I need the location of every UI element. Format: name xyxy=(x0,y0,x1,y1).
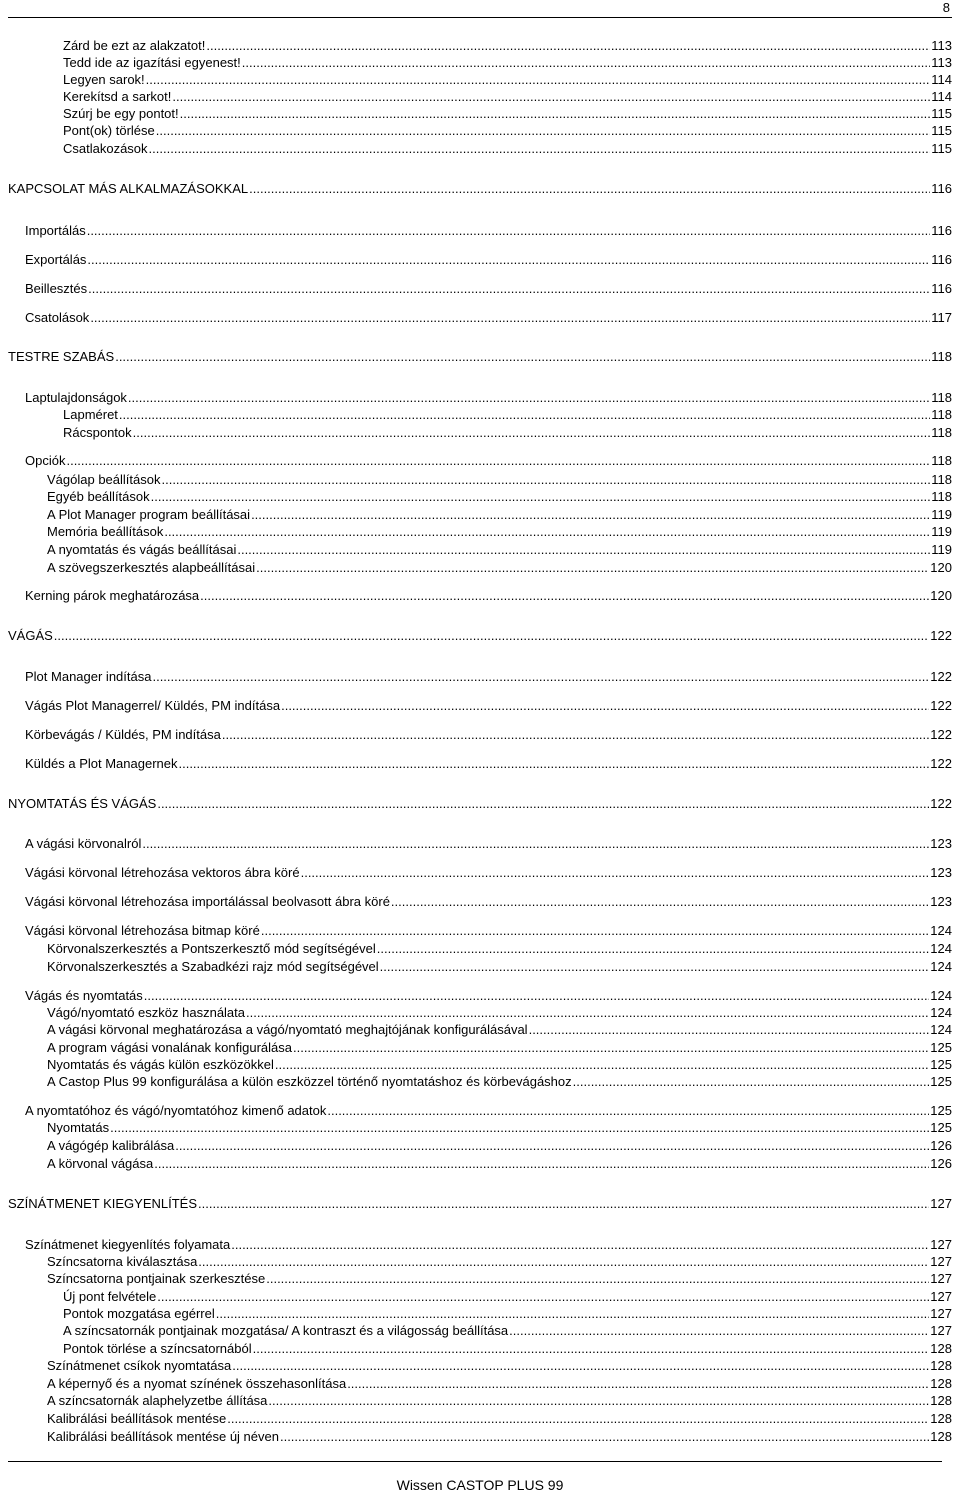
toc-dot-leader xyxy=(149,140,931,157)
toc-entry-page-number: 128 xyxy=(930,1411,952,1426)
toc-entry-title: Zárd be ezt az alakzatot! xyxy=(63,38,206,53)
toc-dot-leader xyxy=(232,1357,929,1374)
toc-entry[interactable] xyxy=(47,1021,952,1038)
toc-entry-page-number: 128 xyxy=(930,1358,952,1373)
toc-dot-leader xyxy=(237,541,930,558)
toc-dot-leader xyxy=(266,1270,929,1287)
toc-dot-leader xyxy=(154,1155,929,1172)
toc-entry-title: Pontok mozgatása egérrel xyxy=(63,1306,215,1321)
toc-entry[interactable] xyxy=(63,406,952,423)
toc-entry[interactable] xyxy=(63,424,952,441)
toc-entry-page-number: 125 xyxy=(930,1103,952,1118)
toc-dot-leader xyxy=(142,835,929,852)
toc-dot-leader xyxy=(152,668,929,685)
toc-dot-leader xyxy=(88,280,930,297)
toc-entry-page-number: 123 xyxy=(930,836,952,851)
toc-entry[interactable] xyxy=(8,1195,952,1212)
toc-dot-leader xyxy=(157,1288,929,1305)
toc-entry[interactable] xyxy=(25,309,952,326)
toc-entry-title: A nyomtatóhoz és vágó/nyomtatóhoz kimenő adatok xyxy=(25,1103,327,1118)
toc-entry-page-number: 124 xyxy=(930,923,952,938)
toc-entry[interactable] xyxy=(25,389,952,406)
toc-entry[interactable] xyxy=(47,1392,952,1409)
toc-entry[interactable] xyxy=(47,541,952,558)
toc-dot-leader xyxy=(178,755,929,772)
toc-entry-page-number: 120 xyxy=(930,560,952,575)
toc-dot-leader xyxy=(509,1322,929,1339)
toc-entry-page-number: 127 xyxy=(930,1289,952,1304)
toc-dot-leader xyxy=(347,1375,929,1392)
toc-entry-title: SZÍNÁTMENET KIEGYENLÍTÉS xyxy=(8,1196,198,1211)
toc-entry-title: Exportálás xyxy=(25,252,87,267)
toc-entry-title: TESTRE SZABÁS xyxy=(8,349,115,364)
toc-entry-page-number: 128 xyxy=(930,1393,952,1408)
toc-entry[interactable] xyxy=(47,471,952,488)
toc-entry-page-number: 116 xyxy=(931,281,952,296)
toc-entry[interactable] xyxy=(47,1375,952,1392)
toc-dot-leader xyxy=(573,1073,930,1090)
toc-entry-page-number: 124 xyxy=(930,1005,952,1020)
toc-dot-leader xyxy=(128,389,930,406)
toc-entry[interactable] xyxy=(25,222,952,239)
toc-entry[interactable] xyxy=(25,697,952,714)
toc-dot-leader xyxy=(156,122,931,139)
toc-entry-page-number: 124 xyxy=(930,959,952,974)
toc-dot-leader xyxy=(391,893,929,910)
toc-entry-page-number: 118 xyxy=(931,425,952,440)
toc-dot-leader xyxy=(164,523,930,540)
toc-dot-leader xyxy=(151,488,931,505)
toc-entry[interactable] xyxy=(25,1102,952,1119)
toc-dot-leader xyxy=(66,452,930,469)
toc-entry-title: Színátmenet csíkok nyomtatása xyxy=(47,1358,232,1373)
toc-entry-title: Kerekítsd a sarkot! xyxy=(63,89,172,104)
toc-entry-title: Legyen sarok! xyxy=(63,72,145,87)
toc-entry-page-number: 116 xyxy=(931,252,952,267)
toc-dot-leader xyxy=(90,309,930,326)
toc-entry[interactable] xyxy=(63,140,952,157)
toc-dot-leader xyxy=(249,180,930,197)
toc-entry-title: Opciók xyxy=(25,453,66,468)
toc-entry-page-number: 123 xyxy=(930,894,952,909)
toc-dot-leader xyxy=(222,726,929,743)
toc-entry-page-number: 118 xyxy=(931,407,952,422)
toc-dot-leader xyxy=(529,1021,930,1038)
toc-entry-title: Tedd ide az igazítási egyenest! xyxy=(63,55,241,70)
toc-dot-leader xyxy=(242,54,930,71)
toc-entry[interactable] xyxy=(8,627,952,644)
toc-entry-title: Vágás Plot Managerrel/ Küldés, PM indítása xyxy=(25,698,281,713)
toc-dot-leader xyxy=(227,1410,929,1427)
toc-entry-title: Rácspontok xyxy=(63,425,132,440)
toc-entry-page-number: 118 xyxy=(931,489,952,504)
toc-entry[interactable] xyxy=(8,795,952,812)
toc-entry-title: A körvonal vágása xyxy=(47,1156,154,1171)
toc-entry-page-number: 127 xyxy=(930,1254,952,1269)
toc-entry-title: Csatlakozások xyxy=(63,141,148,156)
toc-entry[interactable] xyxy=(63,1288,952,1305)
toc-entry-title: A szövegszerkesztés alapbeállításai xyxy=(47,560,256,575)
toc-entry-page-number: 127 xyxy=(930,1306,952,1321)
toc-entry[interactable] xyxy=(47,1253,952,1270)
toc-dot-leader xyxy=(198,1195,929,1212)
toc-entry[interactable] xyxy=(47,523,952,540)
toc-entry-title: Nyomtatás és vágás külön eszközökkel xyxy=(47,1057,274,1072)
toc-dot-leader xyxy=(380,958,930,975)
toc-entry-title: Plot Manager indítása xyxy=(25,669,152,684)
toc-entry[interactable] xyxy=(47,1155,952,1172)
toc-dot-leader xyxy=(281,697,929,714)
toc-entry-title: Nyomtatás xyxy=(47,1120,110,1135)
toc-entry-title: Kalibrálási beállítások mentése új néven xyxy=(47,1429,279,1444)
toc-entry-page-number: 119 xyxy=(931,524,952,539)
toc-entry-page-number: 122 xyxy=(930,796,952,811)
toc-entry-title: Vágási körvonal létrehozása importálással beolvasott ábra köré xyxy=(25,894,390,909)
footer-rule xyxy=(8,1461,942,1462)
toc-entry-page-number: 122 xyxy=(930,727,952,742)
toc-dot-leader xyxy=(261,922,929,939)
toc-dot-leader xyxy=(87,222,931,239)
toc-entry[interactable] xyxy=(63,88,952,105)
toc-entry-title: Vágólap beállítások xyxy=(47,472,161,487)
toc-entry[interactable] xyxy=(8,348,952,365)
toc-entry-title: Új pont felvétele xyxy=(63,1289,157,1304)
toc-entry-page-number: 116 xyxy=(931,181,952,196)
toc-entry[interactable] xyxy=(63,1322,952,1339)
toc-entry[interactable] xyxy=(63,105,952,122)
toc-dot-leader xyxy=(119,406,930,423)
toc-entry-page-number: 127 xyxy=(930,1323,952,1338)
toc-entry-page-number: 125 xyxy=(930,1040,952,1055)
toc-entry-page-number: 117 xyxy=(931,310,952,325)
toc-entry-page-number: 118 xyxy=(931,349,952,364)
toc-entry-title: Memória beállítások xyxy=(47,524,164,539)
toc-entry-page-number: 124 xyxy=(930,941,952,956)
toc-dot-leader xyxy=(198,1253,929,1270)
toc-entry-page-number: 118 xyxy=(931,390,952,405)
toc-entry-page-number: 122 xyxy=(930,756,952,771)
toc-dot-leader xyxy=(175,1137,929,1154)
toc-entry-page-number: 123 xyxy=(930,865,952,880)
toc-entry-page-number: 126 xyxy=(930,1138,952,1153)
toc-entry[interactable] xyxy=(25,280,952,297)
toc-entry[interactable] xyxy=(25,987,952,1004)
toc-entry[interactable] xyxy=(25,726,952,743)
toc-dot-leader xyxy=(87,251,930,268)
toc-entry[interactable] xyxy=(25,835,952,852)
toc-dot-leader xyxy=(246,1004,929,1021)
toc-entry-title: KAPCSOLAT MÁS ALKALMAZÁSOKKAL xyxy=(8,181,249,196)
toc-entry-title: Vágás és nyomtatás xyxy=(25,988,143,1003)
toc-entry-title: Vágó/nyomtató eszköz használata xyxy=(47,1005,246,1020)
footer-text: Wissen CASTOP PLUS 99 xyxy=(396,1477,564,1493)
toc-entry-title: Csatolások xyxy=(25,310,90,325)
toc-dot-leader xyxy=(293,1039,929,1056)
toc-entry[interactable] xyxy=(8,180,952,197)
toc-entry-title: Vágási körvonal létrehozása vektoros ábra köré xyxy=(25,865,300,880)
toc-entry-page-number: 122 xyxy=(930,628,952,643)
toc-entry-title: A Castop Plus 99 konfigurálása a külön eszközzel történő nyomtatáshoz és körbevágáshoz xyxy=(47,1074,572,1089)
toc-entry-page-number: 122 xyxy=(930,669,952,684)
toc-entry-page-number: 114 xyxy=(931,72,952,87)
toc-dot-leader xyxy=(146,71,931,88)
toc-entry-title: Laptulajdonságok xyxy=(25,390,127,405)
toc-entry[interactable] xyxy=(25,587,952,604)
toc-entry-title: A vágási körvonal meghatározása a vágó/nyomtató meghajtójának konfigurálásával xyxy=(47,1022,528,1037)
toc-dot-leader xyxy=(200,587,929,604)
toc-entry[interactable] xyxy=(47,1004,952,1021)
toc-entry[interactable] xyxy=(25,452,952,469)
toc-entry-title: A Plot Manager program beállításai xyxy=(47,507,251,522)
toc-dot-leader xyxy=(172,88,930,105)
toc-entry[interactable] xyxy=(47,1056,952,1073)
toc-entry[interactable] xyxy=(47,506,952,523)
toc-entry-page-number: 128 xyxy=(930,1376,952,1391)
toc-entry-title: Körvonalszerkesztés a Pontszerkesztő mód segítségével xyxy=(47,941,376,956)
toc-entry-page-number: 119 xyxy=(931,507,952,522)
toc-entry[interactable] xyxy=(47,1137,952,1154)
toc-entry-page-number: 115 xyxy=(931,123,952,138)
toc-entry-title: A színcsatornák alaphelyzetbe állítása xyxy=(47,1393,268,1408)
toc-entry-title: NYOMTATÁS ÉS VÁGÁS xyxy=(8,796,157,811)
toc-entry-page-number: 115 xyxy=(931,106,952,121)
toc-dot-leader xyxy=(110,1119,929,1136)
toc-entry-page-number: 115 xyxy=(931,141,952,156)
toc-entry-title: VÁGÁS xyxy=(8,628,53,643)
toc-entry-title: Pontok törlése a színcsatornából xyxy=(63,1341,252,1356)
toc-dot-leader xyxy=(280,1428,929,1445)
toc-entry[interactable] xyxy=(63,71,952,88)
toc-entry[interactable] xyxy=(47,958,952,975)
toc-entry-page-number: 116 xyxy=(931,223,952,238)
toc-entry-title: A képernyő és a nyomat színének összehasonlítása xyxy=(47,1376,347,1391)
toc-entry-page-number: 125 xyxy=(930,1057,952,1072)
toc-entry-title: A színcsatornák pontjainak mozgatása/ A kontraszt és a világosság beállítása xyxy=(63,1323,509,1338)
toc-entry-page-number: 113 xyxy=(931,55,952,70)
toc-entry-title: A nyomtatás és vágás beállításai xyxy=(47,542,237,557)
toc-entry-page-number: 120 xyxy=(930,588,952,603)
toc-entry[interactable] xyxy=(63,37,952,54)
toc-entry[interactable] xyxy=(47,559,952,576)
toc-entry[interactable] xyxy=(63,122,952,139)
toc-entry-page-number: 128 xyxy=(930,1429,952,1444)
toc-entry-title: Körbevágás / Küldés, PM indítása xyxy=(25,727,221,742)
toc-dot-leader xyxy=(144,987,930,1004)
toc-entry[interactable] xyxy=(47,1410,952,1427)
header-rule xyxy=(8,17,952,18)
toc-entry-title: Egyéb beállítások xyxy=(47,489,150,504)
toc-entry-title: Színcsatorna kiválasztása xyxy=(47,1254,198,1269)
toc-entry[interactable] xyxy=(25,1236,952,1253)
toc-entry-page-number: 128 xyxy=(930,1341,952,1356)
toc-entry[interactable] xyxy=(25,864,952,881)
toc-entry-title: Szúrj be egy pontot! xyxy=(63,106,179,121)
toc-entry-title: Vágási körvonal létrehozása bitmap köré xyxy=(25,923,260,938)
toc-entry-title: A vágási körvonalról xyxy=(25,836,142,851)
toc-entry[interactable] xyxy=(47,488,952,505)
toc-dot-leader xyxy=(253,1340,930,1357)
toc-entry[interactable] xyxy=(63,54,952,71)
toc-dot-leader xyxy=(54,627,930,644)
toc-entry-title: Lapméret xyxy=(63,407,118,422)
toc-dot-leader xyxy=(251,506,930,523)
toc-entry[interactable] xyxy=(47,1039,952,1056)
toc-dot-leader xyxy=(268,1392,929,1409)
toc-entry-page-number: 127 xyxy=(930,1271,952,1286)
toc-entry-page-number: 118 xyxy=(931,453,952,468)
toc-entry[interactable] xyxy=(47,1119,952,1136)
toc-entry-page-number: 124 xyxy=(930,988,952,1003)
toc-dot-leader xyxy=(275,1056,929,1073)
toc-entry[interactable] xyxy=(25,755,952,772)
toc-entry[interactable] xyxy=(25,251,952,268)
toc-entry[interactable] xyxy=(63,1305,952,1322)
toc-entry-page-number: 122 xyxy=(930,698,952,713)
toc-entry-title: Színátmenet kiegyenlítés folyamata xyxy=(25,1237,231,1252)
toc-entry-page-number: 126 xyxy=(930,1156,952,1171)
toc-entry[interactable] xyxy=(47,1073,952,1090)
toc-dot-leader xyxy=(206,37,930,54)
toc-entry-page-number: 113 xyxy=(931,38,952,53)
toc-entry[interactable] xyxy=(25,922,952,939)
toc-entry-page-number: 125 xyxy=(930,1120,952,1135)
toc-entry[interactable] xyxy=(25,668,952,685)
toc-entry-page-number: 127 xyxy=(930,1196,952,1211)
toc-dot-leader xyxy=(377,940,930,957)
toc-entry-title: Kerning párok meghatározása xyxy=(25,588,200,603)
toc-entry-page-number: 114 xyxy=(931,89,952,104)
toc-dot-leader xyxy=(301,864,930,881)
toc-entry[interactable] xyxy=(25,893,952,910)
toc-dot-leader xyxy=(216,1305,930,1322)
page-number: 8 xyxy=(942,0,950,15)
toc-entry-title: Importálás xyxy=(25,223,86,238)
toc-dot-leader xyxy=(161,471,930,488)
toc-dot-leader xyxy=(256,559,929,576)
toc-dot-leader xyxy=(133,424,931,441)
toc-dot-leader xyxy=(231,1236,929,1253)
toc-entry-title: Beillesztés xyxy=(25,281,88,296)
toc-entry-page-number: 119 xyxy=(931,542,952,557)
toc-dot-leader xyxy=(157,795,929,812)
toc-entry-page-number: 125 xyxy=(930,1074,952,1089)
toc-entry-title: A vágógép kalibrálása xyxy=(47,1138,175,1153)
toc-entry-title: Körvonalszerkesztés a Szabadkézi rajz mód segítségével xyxy=(47,959,379,974)
toc-entry[interactable] xyxy=(63,1340,952,1357)
toc-entry-title: Színcsatorna pontjainak szerkesztése xyxy=(47,1271,266,1286)
toc-entry-title: Pont(ok) törlése xyxy=(63,123,155,138)
toc-entry[interactable] xyxy=(47,1357,952,1374)
toc-entry[interactable] xyxy=(47,1428,952,1445)
toc-dot-leader xyxy=(115,348,930,365)
toc-entry-title: Kalibrálási beállítások mentése xyxy=(47,1411,227,1426)
toc-entry[interactable] xyxy=(47,940,952,957)
toc-dot-leader xyxy=(327,1102,929,1119)
toc-dot-leader xyxy=(180,105,931,122)
toc-entry-page-number: 118 xyxy=(931,472,952,487)
toc-entry[interactable] xyxy=(47,1270,952,1287)
toc-entry-page-number: 124 xyxy=(930,1022,952,1037)
toc-entry-title: Küldés a Plot Managernek xyxy=(25,756,178,771)
toc-entry-title: A program vágási vonalának konfigurálása xyxy=(47,1040,292,1055)
toc-entry-page-number: 127 xyxy=(930,1237,952,1252)
